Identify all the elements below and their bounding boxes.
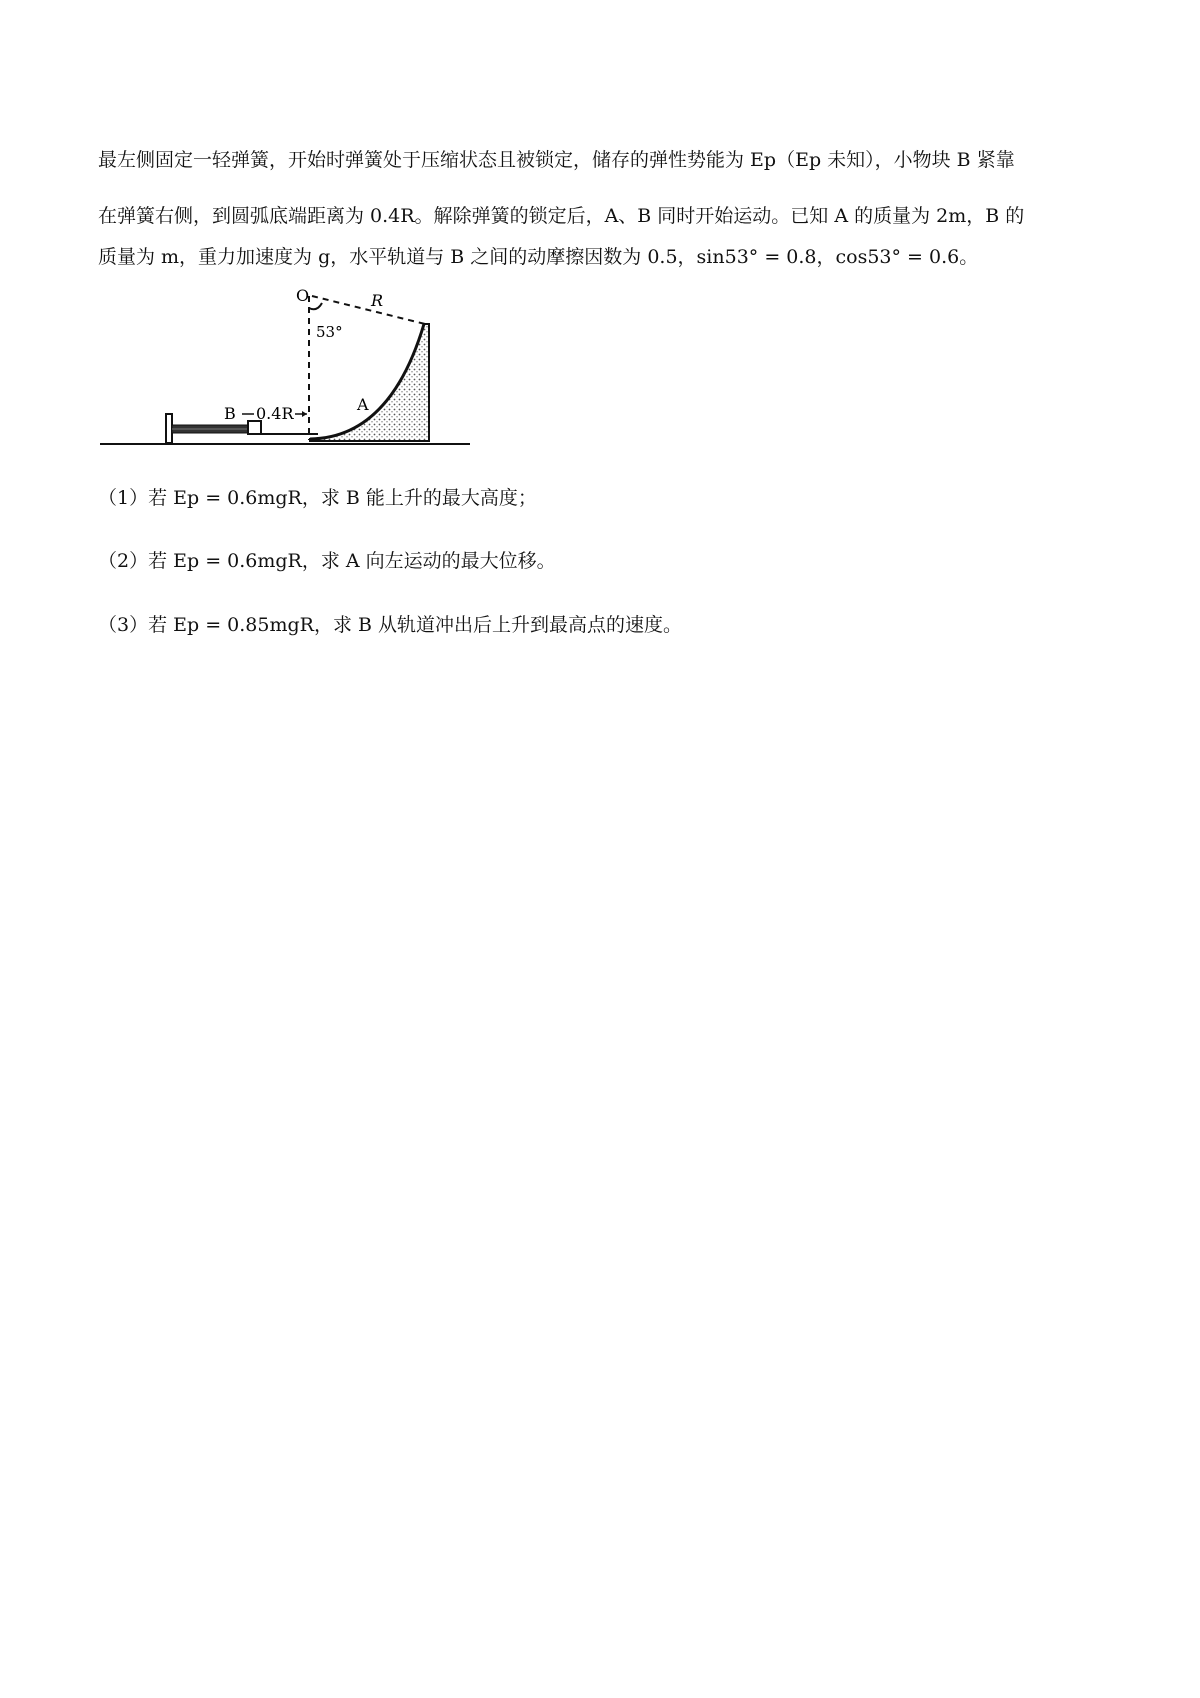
label-distance: 0.4R [256,404,294,423]
problem-line-3: 质量为 m，重力加速度为 g，水平轨道与 B 之间的动摩擦因数为 0.5，sin53° = 0.8，cos53° = 0.6。 [98,246,979,268]
label-b: B [224,404,236,423]
left-wall [166,414,172,443]
problem-line-1: 最左侧固定一轻弹簧，开始时弹簧处于压缩状态且被锁定，储存的弹性势能为 Ep（Ep 未知），小物块 B 紧靠 [98,149,1015,171]
question-3: （3）若 Ep = 0.85mgR，求 B 从轨道冲出后上升到最高点的速度。 [98,614,682,636]
label-a: A [357,395,369,414]
question-2: （2）若 Ep = 0.6mgR，求 A 向左运动的最大位移。 [98,550,556,572]
label-o: O [296,288,310,305]
slanted-radius [312,296,425,324]
diagram-svg [98,288,478,453]
problem-line-2: 在弹簧右侧，到圆弧底端距离为 0.4R。解除弹簧的锁定后，A、B 同时开始运动。已知 A 的质量为 2m，B 的 [98,205,1025,227]
label-r: R [371,291,384,310]
physics-diagram [98,288,478,453]
question-1: （1）若 Ep = 0.6mgR，求 B 能上升的最大高度； [98,487,537,509]
arc-block-a [310,324,429,441]
angle-arc [309,303,322,309]
label-angle: 53° [316,323,343,341]
